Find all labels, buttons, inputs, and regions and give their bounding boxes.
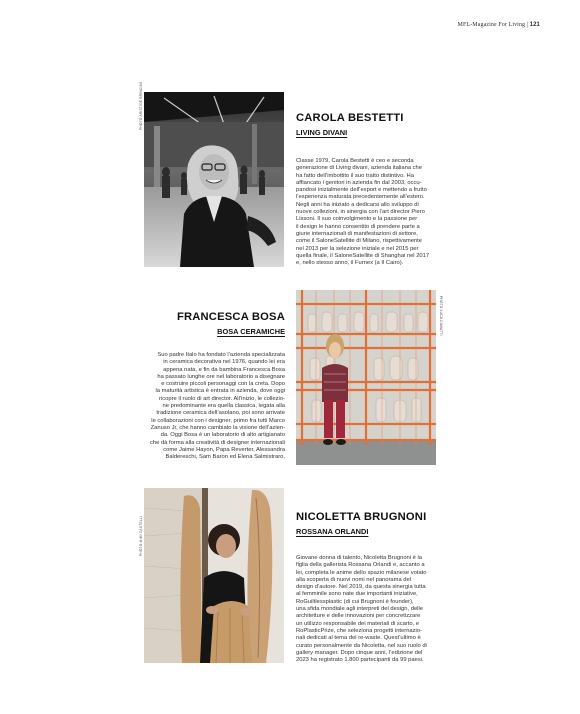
bio-line: RoGuiltlessplastic (di cui Brugnoni è founder), [296,598,414,605]
bio-line: gallery manager. Dopo cinque anni, l’edizione del [296,649,423,656]
bio-line: come Jaime Hayon, Papa Reverter, Alessandra [163,446,285,453]
portrait-image [144,488,284,663]
bio-line: la maturità artistica è entrata in azienda, dove oggi [155,388,285,395]
bio-line: figlia della gallerista Rossana Orlandi e, accanto a [296,562,425,569]
bio-line: Suo padre Italo ha fondato l’azienda specializzata [157,352,285,358]
bio-line: Negli anni ha iniziato a dedicarsi allo sviluppo di [296,201,419,208]
bio-line: generazione di Living divani, azienda italiana che [296,165,423,172]
bio-line: che dà forma alla creatività di designer internazionali [149,439,285,446]
portrait-photo-francesca-bosa [296,290,436,465]
bio-line: come il SaloneSatellite di Milano, rispettivamente [296,238,422,245]
running-header [458,22,540,28]
bio-line: una sfida mondiale agli interpreti del design, delle [296,606,423,613]
portrait-image [144,92,284,267]
bio-line: il design le hanno consentito di prendere parte a [296,223,420,230]
page-number: 121 [529,22,540,28]
profile-bio [150,352,285,461]
bio-line: giurie internazionali di manifestazioni di settore, [296,230,418,237]
bio-line: ricopre il ruolo di art director. All’inizio, le collezio- [159,395,285,402]
bio-line: curato personalmente da Nicoletta, nel suo ruolo di [296,642,427,649]
bio-line: l’esperienza maturata precedentemente all’estero. [296,194,425,201]
bio-line: un utilizzo responsabile dei materiali di scarto, e [296,620,420,627]
profile-name: NICOLETTA BRUGNONI [296,511,427,523]
bio-line: quella finale, il SaloneSatellite di Shanghai nel 2017 [296,252,430,259]
profile-name: CAROLA BESTETTI [296,112,404,124]
portrait-image [296,290,436,465]
bio-line: ha fatto dell’imbottito il suo tratto distintivo. Ha [296,172,414,179]
bio-line: architetture e delle innovazioni per concretizzare [296,613,421,620]
bio-line: alla scoperta di nuovi nomi nel panorama del [296,576,412,583]
bio-line: ha passato lunghe ore nel laboratorio a disegnare [157,373,285,380]
profile-bio [296,555,427,664]
photo-credit: PHOTO MIMI CASTELLI [139,516,143,556]
profile-company: BOSA CERAMICHE [217,327,285,336]
bio-line: 2023 ha registrato 1.800 partecipanti da 99 paesi. [296,657,424,664]
bio-line: design d’autore. Nel 2019, da questa sinergia tutta [296,584,426,591]
photo-credit: PHOTO ARISTIDE BRINCIAS [139,81,143,130]
bio-line: nuove collezioni, in sinergia con l’art director Piero [296,209,425,216]
bio-line: le collaborazioni con i designer, primo fra tutti Marco [151,417,285,424]
bio-line: e, nello stesso anno, il Furnex (a Il Cairo). [296,260,404,267]
profile-name: FRANCESCA BOSA [176,311,285,323]
bio-line: da. Oggi Bosa è un laboratorio di alto artigianato [160,432,285,439]
bio-line: e costruire piccoli personaggi con la creta. Dopo [161,381,285,388]
profile-company: ROSSANA ORLANDI [296,527,369,536]
bio-line: ne predominante era quella classica, legata alla [162,403,285,410]
profile-bio [296,158,429,267]
bio-line: tradizione ceramica dell’asolano, poi sono arrivate [156,410,285,417]
photo-credit: PHOTO LUCA CIAVATTI [439,296,443,336]
bio-line: Lissoni. Il suo coinvolgimento e la passione per [296,216,418,223]
bio-line: Zanuso Jr, che hanno cambiato la visione dell’azien- [150,424,285,431]
bio-line: Baldereschi, Sam Baron ed Elena Salmistraro. [165,454,285,461]
bio-line: nali dedicati al tema del re-waste. Quest’ultimo è [296,635,421,642]
bio-line: lei, completa le anime dello spazio milanese votato [296,569,427,576]
bio-line: RoPlasticPrize, che seleziona progetti internazio- [296,627,422,634]
bio-line: nel 2013 per la selezione iniziale e nel 2015 per [296,245,419,252]
bio-line: appena nata, e fin da bambina Francesca Bosa [163,366,285,373]
bio-line: in ceramica decorativa nel 1976, quando lei era [163,359,285,366]
magazine-name: MFL-Magazine For Living [457,22,526,28]
bio-line: Giovane donna di talento, Nicoletta Brugnoni è la [296,555,423,561]
portrait-photo-carola-bestetti [144,92,284,267]
profile-company: LIVING DIVANI [296,128,348,137]
bio-line: Classe 1979, Carola Bestetti è ceo e seconda [296,158,414,164]
folio-separator: | [526,22,529,28]
bio-line: al femminile sono nate due importanti iniziative, [296,591,418,598]
portrait-photo-nicoletta-brugnoni [144,488,284,663]
bio-line: pandosi inizialmente dell’export e mettendo a frutto [296,187,427,194]
bio-line: affiancato i genitori in azienda fin dal 2003, occu- [296,179,422,186]
